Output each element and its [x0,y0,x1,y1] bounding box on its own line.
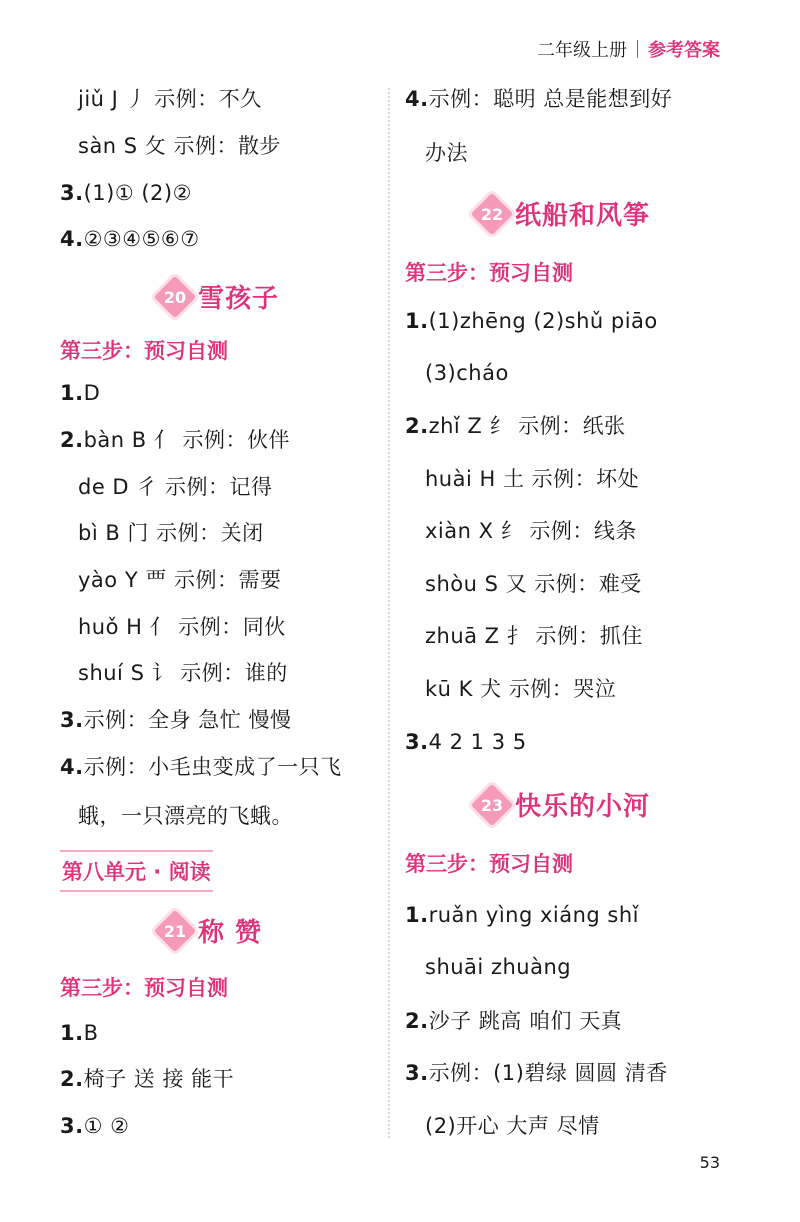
answer-text: ① ② [83,1114,130,1138]
answer-2 [405,1008,622,1034]
answer-line: xiàn X 纟 示例：线条 [425,519,637,543]
answer-line: 蛾，一只漂亮的飞蛾。 [78,804,293,828]
answer-line: shuí S 讠 示例：谁的 [78,661,288,685]
answer-line: zhuā Z 扌 示例：抓住 [425,624,643,648]
answer-3 [405,1060,668,1086]
lesson-heading-22 [477,195,650,232]
lesson-title: 纸船和风筝 [515,201,651,231]
question-number: 3. [405,1061,429,1085]
question-number: 1. [405,309,429,333]
answer-text: ②③④⑤⑥⑦ [83,227,200,251]
page-header [537,36,720,62]
answer-3 [60,180,192,206]
grade-label: 二年级上册 [537,40,627,61]
answer-text: zhǐ Z 纟 示例：纸张 [428,414,626,438]
answer-text: 示例：(1)碧绿 圆圆 清香 [428,1061,668,1085]
answer-line: shòu S 又 示例：难受 [425,572,642,596]
lesson-title: 雪孩子 [198,284,280,314]
question-number: 3. [60,181,84,205]
answer-4 [405,86,672,112]
lesson-title: 称 赞 [198,918,263,948]
question-number: 1. [60,1021,84,1045]
answer-4 [60,226,200,252]
question-number: 3. [60,708,84,732]
lesson-number-badge: 23 [471,783,513,825]
question-number: 3. [405,730,429,754]
lesson-number-badge: 21 [154,909,196,951]
answer-1 [60,380,100,406]
answer-text: 示例：小毛虫变成了一只飞 [83,755,342,779]
step-heading: 第三步：预习自测 [405,852,573,876]
answer-2 [405,413,626,439]
lesson-number-badge: 22 [471,192,513,234]
answer-line: jiǔ J 丿 示例：不久 [78,87,262,111]
answer-line: shuāi zhuàng [425,955,572,979]
lesson-number-badge: 20 [154,275,196,317]
answer-line: huài H 土 示例：坏处 [425,467,640,491]
question-number: 2. [405,414,429,438]
answer-3 [60,707,291,733]
answer-text: 沙子 跳高 咱们 天真 [428,1009,623,1033]
question-number: 1. [60,381,84,405]
answer-4 [60,754,342,780]
answer-text: bàn B 亻 示例：伙伴 [83,428,291,452]
page-number: 53 [699,1153,720,1172]
answers-label: 参考答案 [648,40,720,61]
answer-1 [405,308,658,334]
step-heading: 第三步：预习自测 [60,339,228,363]
answer-line: 办法 [425,141,468,165]
answer-line: kū K 犬 示例：哭泣 [425,677,617,701]
answer-text: ruǎn yìng xiáng shǐ [428,903,639,927]
answer-2 [60,427,290,453]
lesson-heading-21 [160,912,262,949]
answer-3 [60,1113,129,1139]
answer-text: (1)zhēng (2)shǔ piāo [428,309,658,333]
question-number: 2. [60,1067,84,1091]
answer-line: (2)开心 大声 尽情 [425,1114,600,1138]
question-number: 4. [60,227,84,251]
answer-line: sàn S 攵 示例：散步 [78,134,281,158]
answer-text: (1)① (2)② [83,181,192,205]
answer-text: 示例：聪明 总是能想到好 [428,87,673,111]
question-number: 2. [60,428,84,452]
answer-line: yào Y 覀 示例：需要 [78,568,282,592]
answer-text: 示例：全身 急忙 慢慢 [83,708,292,732]
answer-line: (3)cháo [425,361,509,385]
answer-line: huǒ H 亻 示例：同伙 [78,615,286,639]
answer-1 [405,902,639,928]
step-heading: 第三步：预习自测 [60,976,228,1000]
answer-2 [60,1066,234,1092]
column-divider [388,88,390,1138]
question-number: 4. [60,755,84,779]
lesson-heading-23 [477,786,650,823]
answer-text: 4 2 1 3 5 [428,730,527,754]
header-separator [637,40,638,58]
question-number: 3. [60,1114,84,1138]
answer-text: B [83,1021,99,1045]
question-number: 4. [405,87,429,111]
answer-3 [405,729,527,755]
question-number: 2. [405,1009,429,1033]
answer-line: de D 彳 示例：记得 [78,475,273,499]
answer-line: bì B 门 示例：关闭 [78,521,264,545]
step-heading: 第三步：预习自测 [405,261,573,285]
lesson-heading-20 [160,278,279,315]
answer-1 [60,1020,99,1046]
question-number: 1. [405,903,429,927]
answer-text: D [83,381,101,405]
lesson-title: 快乐的小河 [515,792,651,822]
answer-text: 椅子 送 接 能干 [83,1067,235,1091]
unit-heading: 第八单元 · 阅读 [60,850,213,892]
